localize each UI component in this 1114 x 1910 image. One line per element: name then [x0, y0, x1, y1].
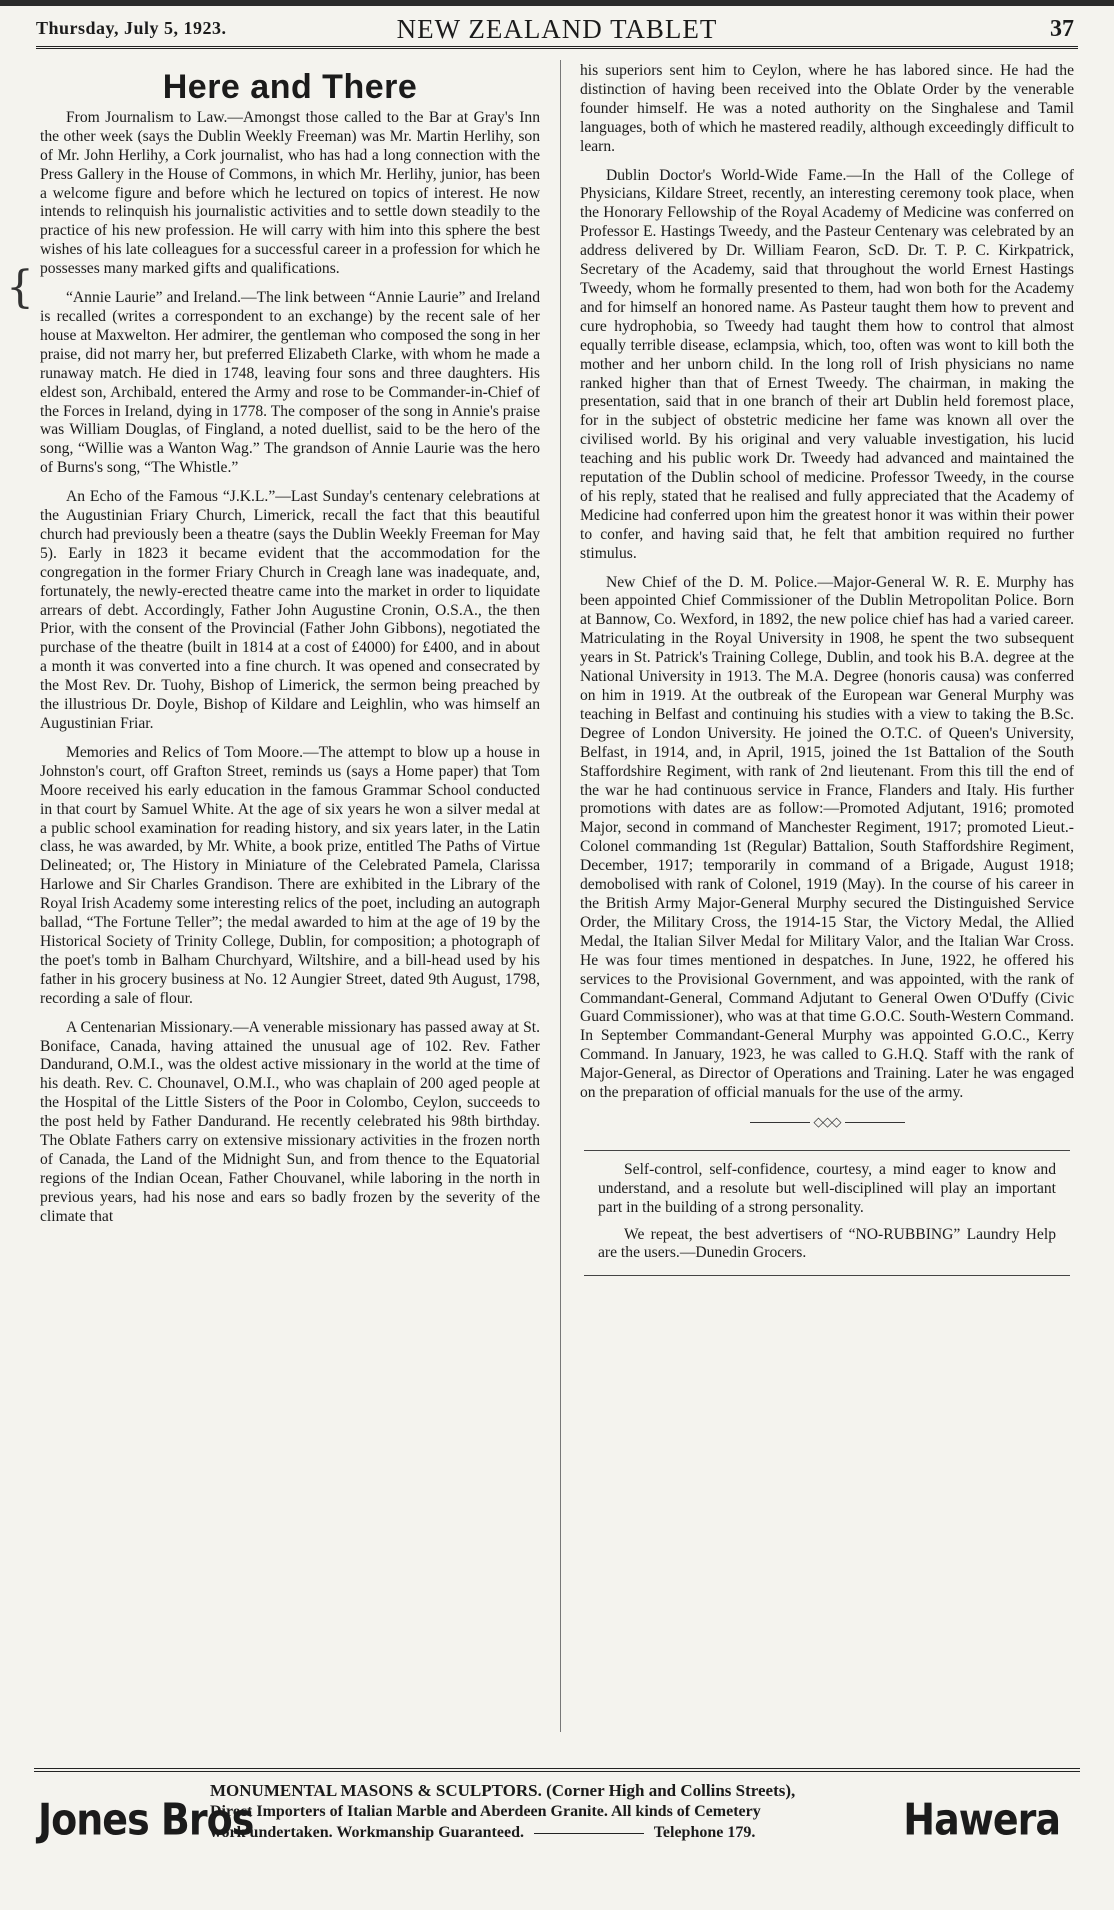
paragraph-tom-moore: Memories and Relics of Tom Moore.—The attempt to blow up a house in Johnston's court, off Grafton Street, reminds us (says a Home paper) that Tom Moore received his early education in the famous Grammar School conducted in that court by Samuel White. At the age of six years he won a silver medal at a public school examination for reading history, and six years later, in the Latin class, he was awarded, by Mr. White, a book prize, entitled The Paths of Virtue Delineated; or, The History in Miniature of the Celebrated Pamela, Clarissa Harlowe and Sir Charles Grandison. There are exhibited in the Library of the Royal Irish Academy some interesting relics of the poet, including an autograph ballad, “The Fortune Teller”; the medal awarded to him at the age of 19 by the Historical Society of Trinity College, Dublin, for composition; a photograph of the poet's tomb in Balham Churchyard, Wiltshire, and a bill-head used by his father in his grocery business at No. 12 Aungier Street, dated 9th August, 1798, recording a sale of flour. — [40, 743, 540, 1007]
advert-line-1: MONUMENTAL MASONS & SCULPTORS. (Corner High and Collins Streets), — [210, 1781, 796, 1800]
notice-self-control: Self-control, self-confidence, courtesy, a mind eager to know and understand, and a resolute but well-disciplined will play an important part in the building of a strong personality. — [598, 1160, 1056, 1216]
advert-telephone: Telephone 179. — [653, 1824, 756, 1841]
section-ornament: ◇◇◇ — [580, 1113, 1074, 1132]
paragraph-continuation: his superiors sent him to Ceylon, where he has labored since. He had the distinction of having been received into the Oblate Order by the venerable founder himself. He was a noted authority on the Singhalese and Tamil languages, both of which he mastered readily, although exceedingly difficult to learn. — [580, 62, 1074, 155]
advert-line-3: work undertaken. Workmanship Guaranteed. — [210, 1824, 524, 1841]
paragraph-jkl-echo: An Echo of the Famous “J.K.L.”—Last Sunday's centenary celebrations at the Augustinian Friary Church, Limerick, recall the fact that this beautiful church had previously been a theatre (says the Dublin Weekly Freeman for May 5). Early in 1823 it became evident that the accommodation for the congregation in the former Friary Church in Creagh lane was inadequate, and, fortunately, the newly-erected theatre came into the market in order to liquidate arrears of debt. Accordingly, Father John Augustine Cronin, O.S.A., the then Prior, with the consent of the Provincial (Father John Gibbons), negotiated the purchase of the theatre (built in 1814 at a cost of £4000) for £400, and in about a month it was converted into a fine church. It was opened and consecrated by the Most Rev. Dr. Tuohy, Bishop of Limerick, the sermon being preached by the illustrious Dr. Doyle, Bishop of Kildare and Leighlin, who was himself an Augustinian Friar. — [40, 488, 540, 732]
advert-line-3-row — [210, 1822, 950, 1843]
paragraph-dublin-doctor: Dublin Doctor's World-Wide Fame.—In the Hall of the College of Physicians, Kildare Street, recently, an interesting ceremony took place, when the Honorary Fellowship of the Royal Academy of Medicine was conferred on Professor E. Hastings Tweedy, and the Pasteur Centenary was celebrated by an address delivered by Dr. William Fearon, ScD. Dr. T. P. C. Kirkpatrick, Secretary of the Academy, said that throughout the world Ernest Hastings Tweedy, whom he formally presented to them, had won both for the Academy and for himself an honored name. As Pasteur taught them how to prevent and cure hydrophobia, so Tweedy had taught them how to control that almost equally terrible disease, eclampsia, which, too, often was wont to kill both the mother and her unborn child. In the long roll of Irish physicians no name ranked higher than that of Ernest Tweedy. The chairman, in making the presentation, said that in one branch of their art Dublin held foremost place, for in the subject of obstetric medicine her fame was known all over the civilised world. By his original and very valuable investigation, his lucid teaching and his public work Dr. Tweedy had advanced and maintained the reputation of the Dublin school of medicine. Professor Tweedy, in the course of his reply, stated that he realised and fully appreciated that the Academy of Medicine had conferred upon him the greatest honor it was within their power to confer, and having said that, he felt that ambition required no further stimulus. — [580, 166, 1074, 562]
paragraph-annie-laurie: “Annie Laurie” and Ireland.—The link between “Annie Laurie” and Ireland is recalled (writes a correspondent to an exchange) by the recent sale of her house at Maxwelton. Her admirer, the gentleman who composed the song in her praise, did not marry her, but preferred Elizabeth Clarke, with whom he made a runaway match. He died in 1748, leaving four sons and three daughters. His eldest son, Archibald, entered the Army and rose to be Commander-in-Chief of the Forces in Ireland, dying in 1778. The composer of the song in Annie's praise was William Douglas, of Fingland, a noted duellist, said to be the hero of the song, “Willie was a Wanton Wag.” The grandson of Annie Laurie was the hero of Burns's song, “The Whistle.” — [40, 289, 540, 477]
column-divider — [560, 60, 561, 1732]
advert-line-2: Direct Importers of Italian Marble and Aberdeen Granite. All kinds of Cemetery — [210, 1803, 761, 1820]
top-rule — [0, 0, 1114, 6]
paragraph-police-chief: New Chief of the D. M. Police.—Major-General W. R. E. Murphy has been appointed Chief Commissioner of the Dublin Metropolitan Police. Born at Bannow, Co. Wexford, in 1892, the new police chief has had a varied career. Matriculating in the Royal University in 1908, he spent the two subsequent years in St. Patrick's Training College, Dublin, and took his B.A. degree at the National University in 1913. The M.A. Degree (honoris causa) was conferred on him in 1919. At the outbreak of the European war General Murphy was teaching in Belfast and continuing his studies with a view to taking the B.Sc. Degree of London University. He joined the O.T.C. of Queen's University, Belfast, in 1914, and, in April, 1915, joined the 1st Battalion of the South Staffordshire Regiment, with rank of 2nd lieutenant. From this till the end of the war he had continuous service in France, Flanders and Italy. His further promotions with dates are as follow:—Promoted Adjutant, 1916; promoted Major, second in command of Manchester Regiment, 1917; promoted Lieut.-Colonel commanding 1st (Regular) Battalion, South Staffordshire Regiment, December, 1917; temporarily in command of a Brigade, August 1918; demobolised with rank of Colonel, 1919 (May). In the course of his career in the British Army Major-General Murphy secured the Distinguished Service Order, the Military Cross, the 1914-15 Star, the Victory Medal, the Allied Medal, the Italian Silver Medal for Military Valor, and the Italian War Cross. He was four times mentioned in despatches. In June, 1922, he offered his services to the Provisional Government, and was appointed, with the rank of Commandant-General, Command Adjutant to General Owen O'Duffy (Civic Guard Commissioner), who was at that time G.O.C. South-Western Command. In September Commandant-General Murphy was appointed G.O.C., Kerry Command. In January, 1923, he was called to G.H.Q. Staff with the rank of Major-General, as Director of Operations and Training. Later he was engaged on the preparation of official manuals for the use of the army. — [580, 573, 1074, 1102]
left-column — [40, 68, 540, 1237]
advert-body — [210, 1780, 950, 1843]
notice-no-rubbing: We repeat, the best advertisers of “NO-RUBBING” Laundry Help are the users.—Dunedin Grocers. — [598, 1225, 1056, 1262]
margin-bracket-mark: { — [6, 262, 34, 313]
right-column — [580, 62, 1074, 1276]
advertiser-town: Hawera — [903, 1794, 1060, 1845]
page-number: 37 — [1050, 16, 1074, 42]
advertisement — [34, 1768, 1080, 1862]
advert-dash — [534, 1833, 644, 1834]
section-heading: Here and There — [162, 68, 418, 106]
issue-date: Thursday, July 5, 1923. — [36, 18, 227, 38]
boxed-notices — [584, 1150, 1070, 1277]
paragraph-centenarian-missionary: A Centenarian Missionary.—A venerable missionary has passed away at St. Boniface, Canada, having attained the unusual age of 102. Rev. Father Dandurand, O.M.I., was the oldest active missionary in the world at the time of his death. Rev. C. Chounavel, O.M.I., who was chaplain of 200 aged people at the Hospital of the Little Sisters of the Poor in Colombo, Ceylon, succeeds to the post held by Father Dandurand. He recently celebrated his 98th birthday. The Oblate Fathers carry on extensive missionary activities in the frozen north of Canada, the Land of the Midnight Sun, and from thence to the Equatorial regions of the Indian Ocean, Father Chouvanel, while laboring in the north in previous years, had his nose and ears so badly frozen by the severity of the climate that — [40, 1018, 540, 1225]
newspaper-title: NEW ZEALAND TABLET — [396, 14, 718, 44]
page-header — [36, 12, 1078, 49]
advertiser-name: Jones Bros — [38, 1794, 254, 1845]
paragraph-journalism-to-law: From Journalism to Law.—Amongst those called to the Bar at Gray's Inn the other week (says the Dublin Weekly Freeman) was Mr. Martin Herlihy, son of Mr. John Herlihy, a Cork journalist, who has had a long connection with the Press Gallery in the House of Commons, in which Mr. Herlihy, junior, has been a welcome figure and before which he lectured on topics of interest. He now intends to relinquish his journalistic activities and to settle down steadily to the practice of his new profession. He will carry with him into this sphere the best wishes of his late colleagues for a successful career in a profession for which he possesses many marked gifts and qualifications. — [40, 108, 540, 278]
